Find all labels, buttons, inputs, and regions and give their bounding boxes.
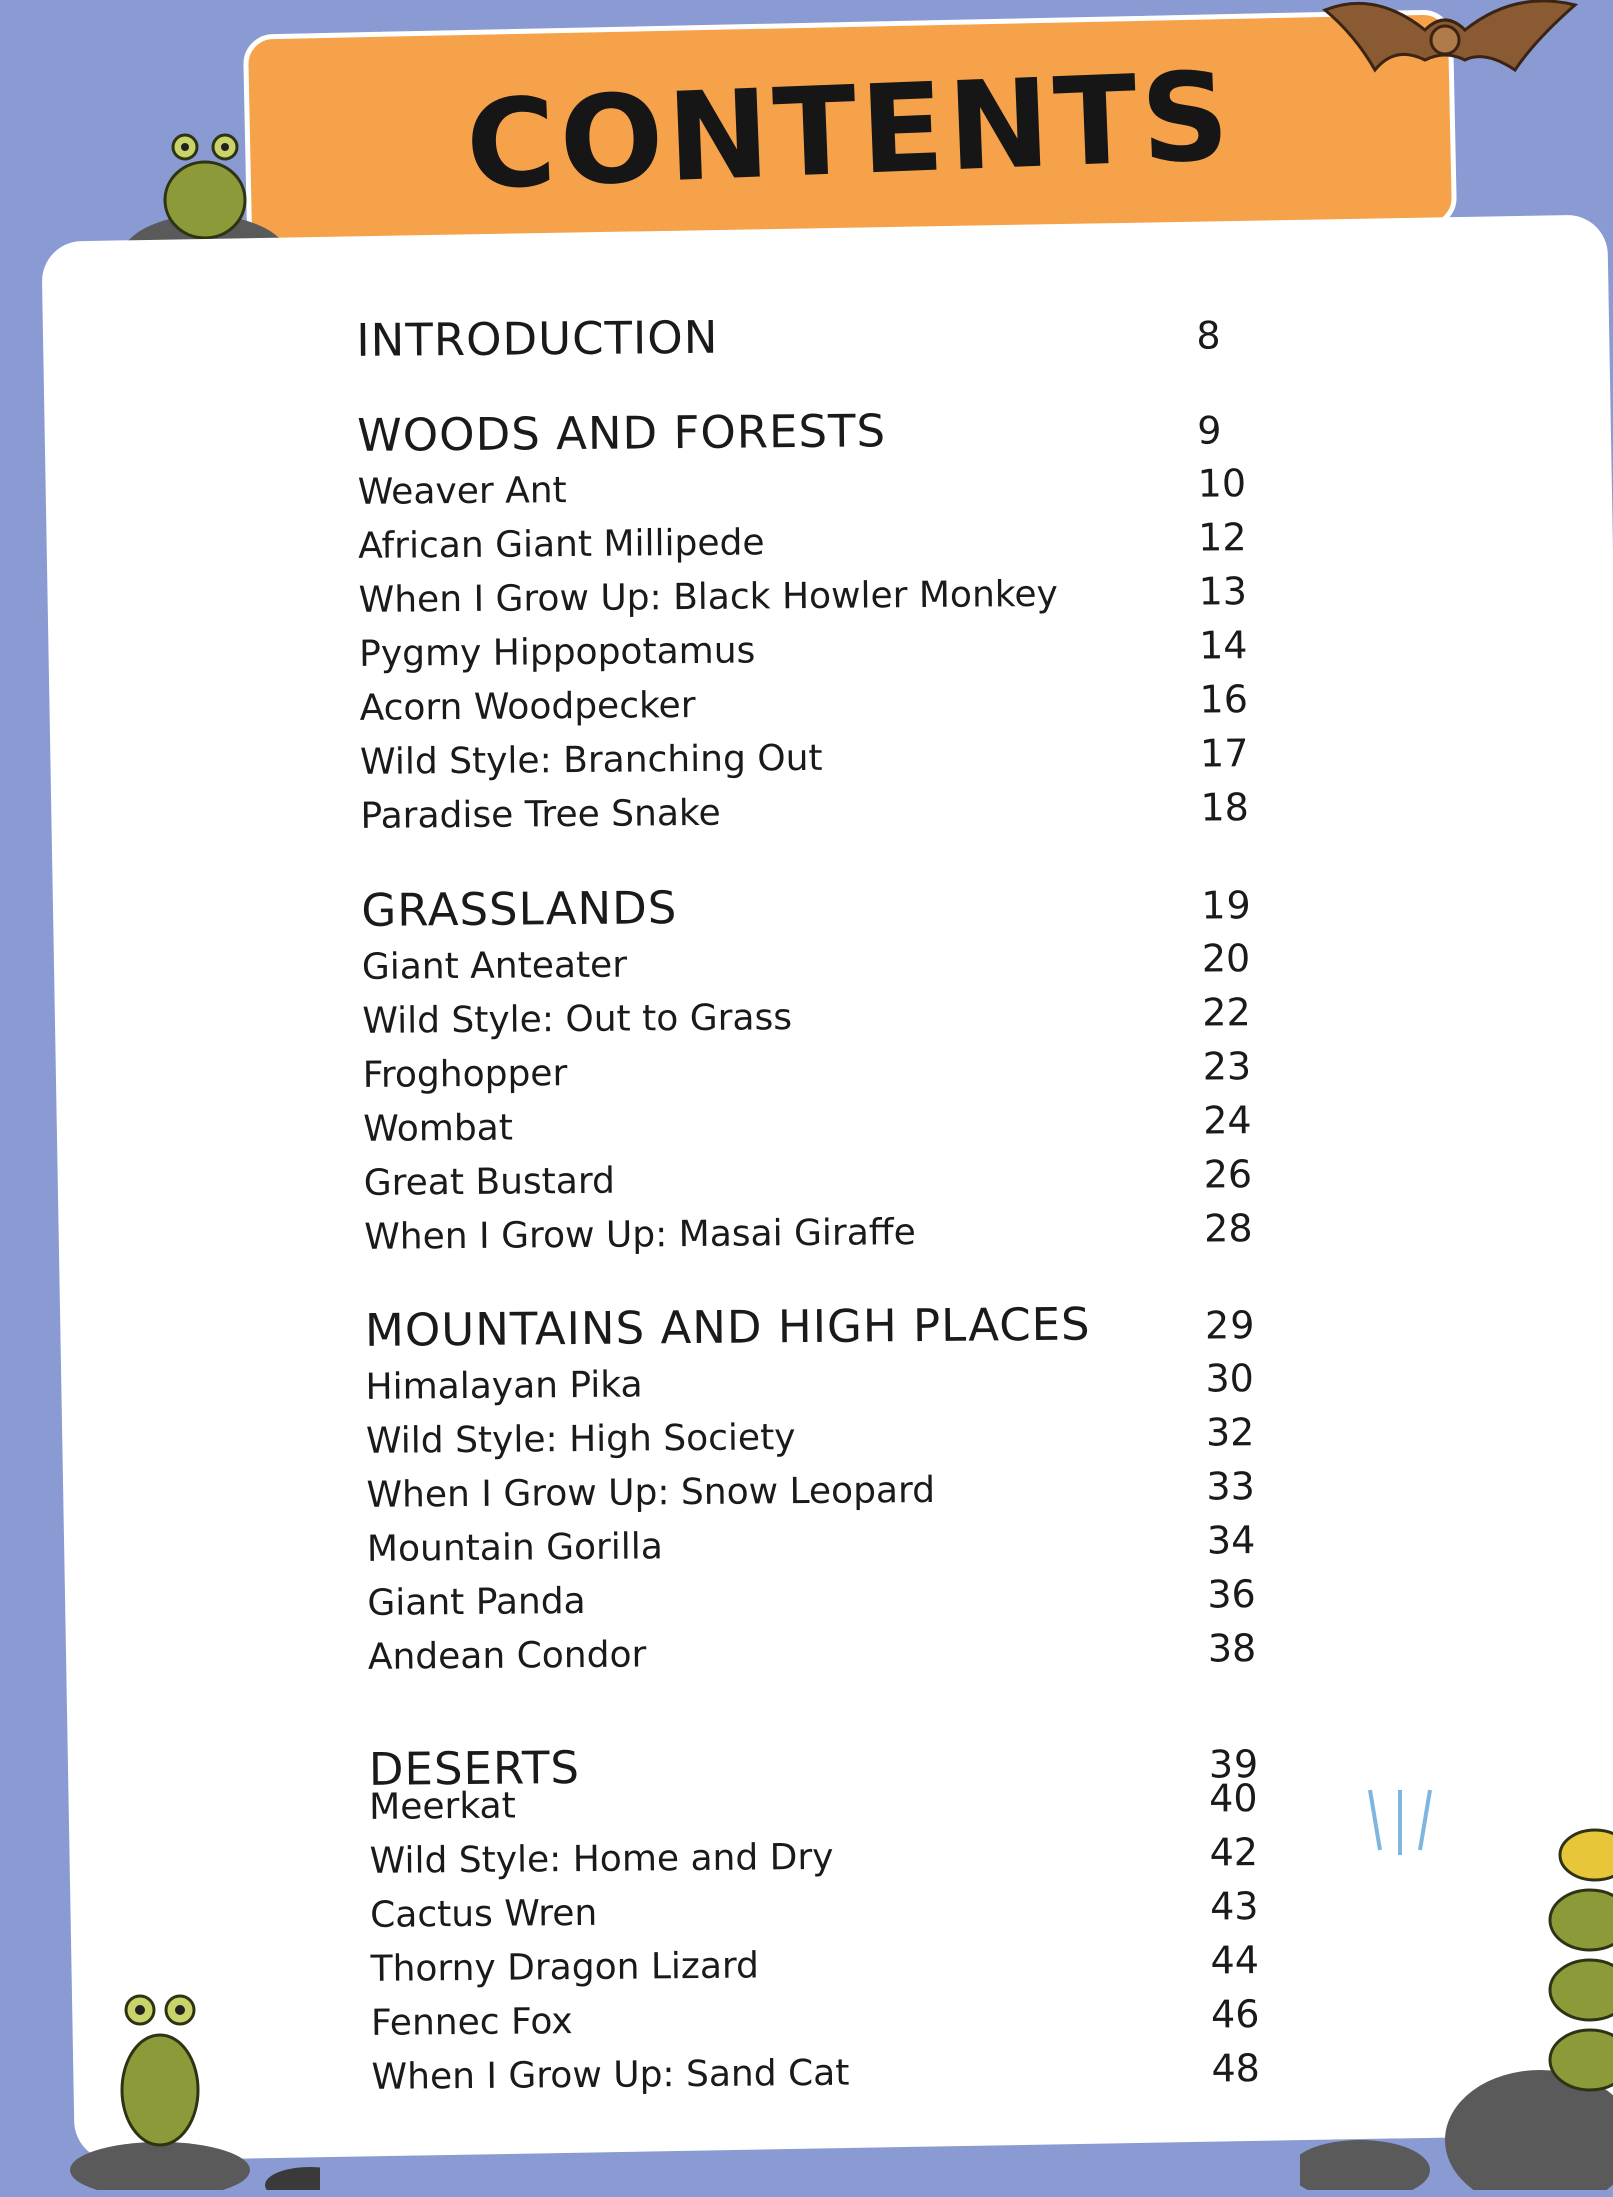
toc-entry-page: 13 [1198, 569, 1248, 614]
toc-entry-label: Giant Anteater [361, 944, 628, 988]
toc-entry[interactable] [360, 785, 1280, 847]
toc-section-introduction [356, 306, 1276, 374]
toc-entry-label: Fennec Fox [370, 2001, 573, 2044]
toc-section-grasslands [361, 876, 1284, 1268]
toc-entry-page: 23 [1202, 1044, 1252, 1089]
toc-heading[interactable] [365, 1296, 1285, 1364]
toc-heading-label: MOUNTAINS AND HIGH PLACES [364, 1297, 1091, 1357]
toc-entry-label: Andean Condor [367, 1634, 647, 1678]
toc-entry-page: 18 [1200, 785, 1250, 830]
toc-entry[interactable] [358, 515, 1278, 577]
toc-entry-page: 48 [1211, 2046, 1261, 2091]
toc-entry-page: 10 [1197, 461, 1247, 506]
toc-entry-label: Meerkat [369, 1785, 516, 1828]
toc-entry-page: 33 [1206, 1464, 1255, 1509]
toc-entry[interactable] [358, 461, 1278, 523]
toc-entry-label: Wild Style: Branching Out [359, 737, 823, 783]
toc-entry[interactable] [359, 623, 1279, 685]
toc-entry-page: 30 [1205, 1356, 1255, 1401]
toc-entry-label: Acorn Woodpecker [359, 684, 696, 729]
toc-section-deserts [368, 1716, 1291, 2108]
toc-entry-label: Pygmy Hippopotamus [358, 630, 756, 675]
toc-entry[interactable] [364, 1206, 1284, 1268]
toc-entry[interactable] [370, 1884, 1290, 1946]
toc-entry-page: 43 [1209, 1884, 1259, 1929]
toc-entry[interactable] [369, 1830, 1289, 1892]
toc-section-mountains [365, 1296, 1288, 1688]
toc-entry-page: 42 [1209, 1830, 1259, 1875]
toc-entry[interactable] [366, 1410, 1286, 1472]
toc-entry[interactable] [365, 1356, 1285, 1418]
toc-entry-label: Paradise Tree Snake [360, 792, 721, 837]
toc-heading-label: DESERTS [368, 1741, 581, 1796]
toc-entry-page: 20 [1201, 936, 1251, 981]
frog-stack-illustration [1300, 1760, 1613, 2190]
toc-entry[interactable] [366, 1464, 1286, 1526]
toc-entry[interactable] [362, 936, 1282, 998]
toc-entry[interactable] [363, 1098, 1283, 1160]
toc-entry-page: 40 [1208, 1776, 1258, 1821]
toc-entry-page: 38 [1207, 1626, 1257, 1671]
toc-entry-label: Thorny Dragon Lizard [370, 1945, 760, 1990]
toc-heading-page: 9 [1197, 408, 1223, 453]
toc-entry-label: When I Grow Up: Snow Leopard [366, 1469, 936, 1516]
toc-entry-page: 22 [1202, 990, 1251, 1035]
toc-entry[interactable] [370, 1938, 1290, 2000]
toc-heading[interactable] [356, 306, 1276, 374]
toc-heading-page: 29 [1204, 1303, 1256, 1348]
toc-entry-label: When I Grow Up: Black Howler Monkey [358, 573, 1058, 621]
toc-entry-label: When I Grow Up: Masai Giraffe [364, 1212, 916, 1258]
toc-entry[interactable] [360, 731, 1280, 793]
toc-entry-page: 44 [1210, 1938, 1260, 1983]
toc-entry-page: 36 [1207, 1572, 1256, 1617]
toc-heading-page: 19 [1201, 883, 1252, 928]
toc-entry-page: 14 [1198, 623, 1248, 668]
toc-entry-page: 46 [1210, 1992, 1260, 2037]
toc-entry[interactable] [371, 2046, 1291, 2108]
toc-heading-page: 39 [1208, 1742, 1260, 1787]
toc-heading-label: GRASSLANDS [361, 881, 678, 937]
toc-entry-page: 16 [1199, 677, 1249, 722]
toc-entry[interactable] [362, 990, 1282, 1052]
page-title: CONTENTS [463, 45, 1236, 217]
toc-entry-label: Wild Style: High Society [365, 1417, 796, 1462]
toc-entry[interactable] [359, 677, 1279, 739]
toc-entry[interactable] [371, 1992, 1291, 2054]
toc-entry[interactable] [363, 1044, 1283, 1106]
toc-entry-page: 26 [1203, 1152, 1253, 1197]
toc-entry-label: Wild Style: Home and Dry [369, 1836, 834, 1882]
toc-entry-label: Giant Panda [367, 1580, 586, 1624]
toc-entry-label: Cactus Wren [369, 1892, 598, 1936]
toc-entry-page: 28 [1203, 1206, 1253, 1251]
toc-entry[interactable] [364, 1152, 1284, 1214]
toc-entry-label: Froghopper [362, 1053, 568, 1096]
toc-heading-label: INTRODUCTION [356, 310, 719, 367]
toc-entry-label: Wild Style: Out to Grass [362, 997, 793, 1042]
toc-heading[interactable] [368, 1716, 1288, 1796]
toc-entry-label: When I Grow Up: Sand Cat [371, 2052, 850, 2098]
toc-entry-page: 17 [1199, 731, 1249, 776]
toc-entry-page: 34 [1206, 1518, 1256, 1563]
toc-heading-label: WOODS AND FORESTS [356, 404, 887, 462]
toc-entry[interactable] [368, 1626, 1288, 1688]
toc-entry-label: Wombat [363, 1107, 514, 1150]
toc-heading[interactable] [357, 401, 1277, 469]
frog-standing-illustration [60, 1970, 320, 2190]
toc-entry-label: Mountain Gorilla [366, 1526, 664, 1570]
toc-entry-label: Weaver Ant [357, 470, 567, 513]
toc-entry[interactable] [367, 1518, 1287, 1580]
toc-entry-page: 32 [1205, 1410, 1255, 1455]
toc-entry-page: 24 [1203, 1098, 1252, 1143]
toc-entry-label: Great Bustard [363, 1160, 616, 1204]
toc-entry-page: 12 [1197, 515, 1247, 560]
toc-entry-label: Himalayan Pika [365, 1364, 643, 1408]
toc-entry[interactable] [367, 1572, 1287, 1634]
toc-entry[interactable] [358, 569, 1278, 631]
toc-section-woods-and-forests [357, 401, 1281, 847]
toc-entry-label: African Giant Millipede [358, 522, 765, 567]
toc-heading[interactable] [361, 876, 1281, 944]
toc-heading-page: 8 [1196, 313, 1222, 358]
toc-entry[interactable] [369, 1776, 1289, 1838]
